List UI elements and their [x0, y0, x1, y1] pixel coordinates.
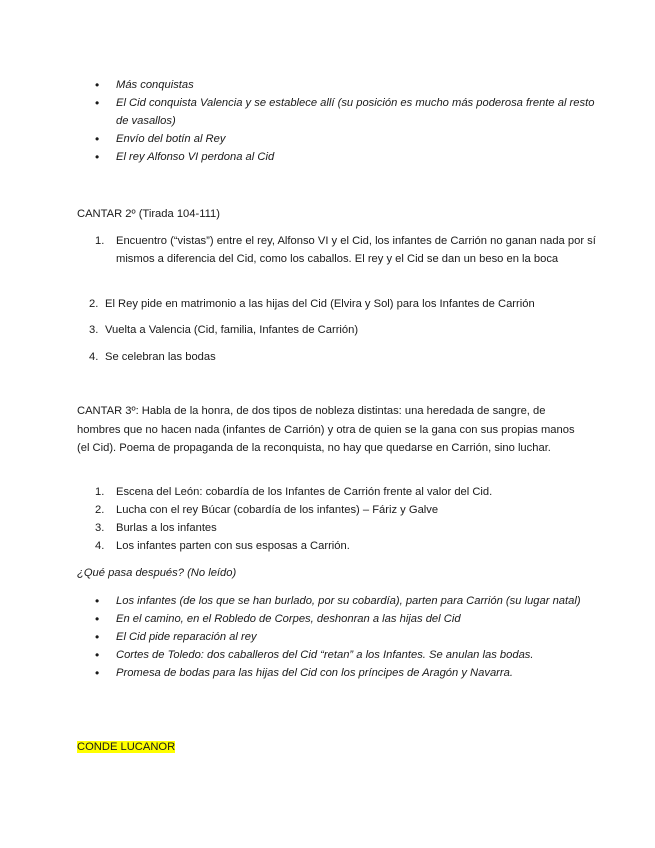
list-item: • Los infantes (de los que se han burlado, por su cobardía), parten para Carrión (su lugar natal)	[116, 592, 596, 610]
item-text: Vuelta a Valencia (Cid, familia, Infantes de Carrión)	[105, 324, 359, 336]
list-item: • En el camino, en el Robledo de Corpes, deshonran a las hijas del Cid	[116, 610, 596, 628]
item-number: 3.	[89, 324, 99, 336]
item-text: Se celebran las bodas	[105, 351, 216, 363]
cantar3-after-list	[116, 592, 596, 682]
cantar2-heading: CANTAR 2º (Tirada 104-111)	[77, 208, 220, 220]
conde-lucanor-heading	[77, 738, 577, 757]
item-number: 2.	[95, 504, 105, 516]
item-number: 4.	[95, 540, 105, 552]
item-text: Burlas a los infantes	[116, 522, 217, 534]
item-number: 3.	[95, 522, 105, 534]
list-item	[89, 295, 535, 313]
item-text: Encuentro (“vistas”) entre el rey, Alfonso VI y el Cid, los infantes de Carrión no ganan nada por sí mismos a diferencia del Cid, como los caballos. El rey y el Cid se dan un beso en la boca	[116, 235, 596, 265]
item-text: El Rey pide en matrimonio a las hijas del Cid (Elvira y Sol) para los Infantes de Carrión	[105, 298, 535, 310]
cantar3-numbered-list	[95, 483, 596, 555]
item-number: 4.	[89, 351, 99, 363]
list-item	[95, 519, 596, 537]
list-item: • El rey Alfonso VI perdona al Cid	[116, 148, 596, 166]
item-number: 1.	[95, 486, 105, 498]
list-item: • El Cid pide reparación al rey	[116, 628, 596, 646]
list-item	[89, 321, 358, 339]
list-item	[95, 483, 596, 501]
list-item: • El Cid conquista Valencia y se establece allí (su posición es mucho más poderosa frente al resto de vasallos)	[116, 94, 596, 130]
list-item: • Envío del botín al Rey	[116, 130, 596, 148]
item-number: 2.	[89, 298, 99, 310]
item-text: Los infantes parten con sus esposas a Carrión.	[116, 540, 350, 552]
list-item	[89, 348, 216, 366]
cantar2-numbered-list	[95, 232, 596, 268]
item-text: Escena del León: cobardía de los Infantes de Carrión frente al valor del Cid.	[116, 486, 493, 498]
cantar3-question: ¿Qué pasa después? (No leído)	[77, 567, 237, 579]
cantar1-bullet-list	[116, 76, 596, 166]
list-item	[95, 501, 596, 519]
list-item: • Más conquistas	[116, 76, 596, 94]
list-item: • Cortes de Toledo: dos caballeros del Cid “retan” a los Infantes. Se anulan las bodas.	[116, 646, 596, 664]
highlighted-text: CONDE LUCANOR	[77, 741, 176, 753]
list-item	[95, 232, 596, 268]
list-item: • Promesa de bodas para las hijas del Cid con los príncipes de Aragón y Navarra.	[116, 664, 596, 682]
cantar3-paragraph: CANTAR 3º: Habla de la honra, de dos tipos de nobleza distintas: una heredada de sangre, de hombres que no hacen nada (infantes de Carrión) y otra de quien se la gana con sus propias manos (el Cid). Poema de propaganda de la reconquista, no hay que quedarse en Carrión, sino luchar.	[77, 405, 575, 454]
list-item	[95, 537, 596, 555]
item-text: Lucha con el rey Búcar (cobardía de los infantes) – Fáriz y Galve	[116, 504, 439, 516]
item-number: 1.	[95, 235, 105, 247]
